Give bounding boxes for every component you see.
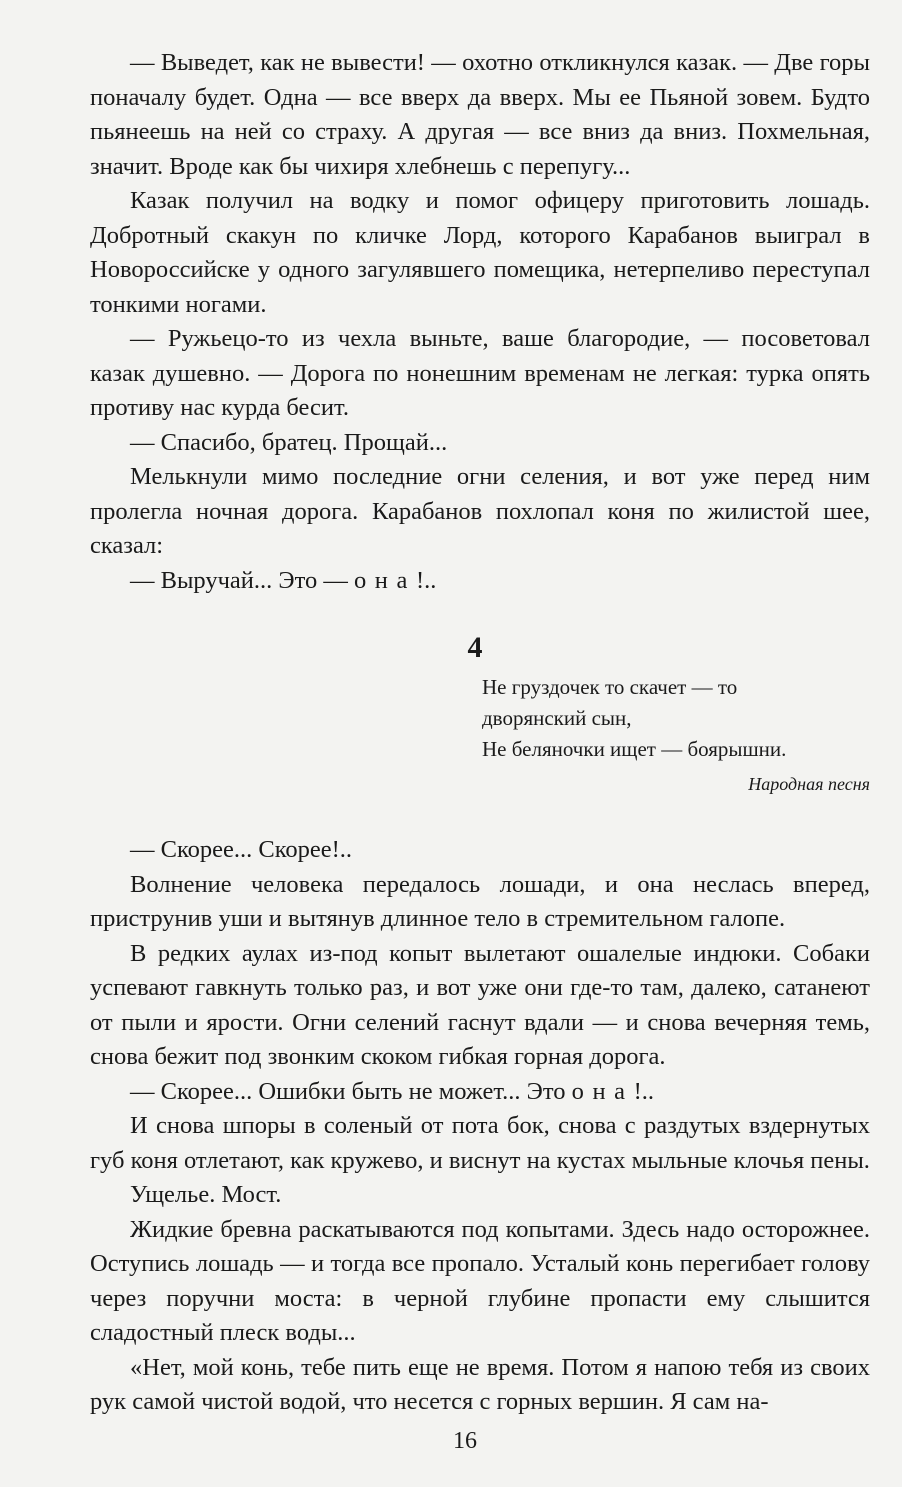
text-span: — Выручай... Это — [130,566,354,594]
paragraph: — Скорее... Скорее!.. [130,836,353,863]
paragraph: Ущелье. Мост. [130,1181,282,1208]
chapter-number: 4 [467,631,483,664]
epigraph-line: Не груздочек то скачет — то [482,675,738,699]
epigraph-line: Не беляночки ищет — боярышни. [482,737,787,761]
epigraph-line: дворянский сын, [482,706,632,730]
body-text [90,46,870,598]
paragraph: «Нет, мой конь, тебе пить еще не время. Потом я напою тебя из своих рук самой чистой водой, что несется с горных вершин. Я сам на- [90,1353,870,1415]
text-span: !.. [633,1077,655,1105]
text-span: !.. [415,566,437,594]
spaced-emphasis: она [571,1077,634,1105]
paragraph: Казак получил на водку и помог офицеру приготовить лошадь. Добротный скакун по кличке Лорд, которого Карабанов выиграл в Новороссийске у одного загулявшего помещика, нетерпеливо переступал тонкими ногами. [90,187,870,318]
paragraph: И снова шпоры в соленый от пота бок, снова с раздутых вздернутых губ коня отлетают, как кружево, и виснут на кустах мыльные клочья пены. [90,1112,870,1174]
paragraph: — Выведет, как не вывести! — охотно откликнулся казак. — Две горы поначалу будет. Одна — все вверх да вверх. Мы ее Пьяной зовем. Будто пьянеешь на ней со страху. А другая — все вниз да вниз. Похмельная, значит. Вроде как бы чихиря хлебнешь с перепугу... [90,49,870,180]
paragraph: Волнение человека передалось лошади, и она неслась вперед, приструнив уши и вытянув длинное тело в стремительном галопе. [90,870,870,932]
paragraph: — Спасибо, братец. Прощай... [130,428,448,456]
page-number: 16 [453,1428,477,1454]
paragraph: Мелькнули мимо последние огни селения, и вот уже перед ним пролегла ночная дорога. Карабанов похлопал коня по жилистой шее, сказал: [90,463,870,559]
epigraph [482,672,870,765]
spaced-emphasis: она [353,566,416,594]
paragraph: В редких аулах из-под копыт вылетают ошалелые индюки. Собаки успевают гавкнуть только раз, и вот уже они где-то там, далеко, сатанеют от пыли и ярости. Огни селений гаснут вдали — и снова вечерняя темь, снова бежит под звонким скоком гибкая горная дорога. [90,939,870,1070]
text-span: — Скорее... Ошибки быть не может... Это [130,1077,572,1105]
paragraph [90,564,870,599]
body-text [90,833,870,1420]
paragraph: — Ружьецо-то из чехла выньте, ваше благородие, — посоветовал казак душевно. — Дорога по нонешним временам не легкая: турка опять противу нас курда бесит. [90,325,870,421]
paragraph [90,1075,870,1110]
paragraph: Жидкие бревна раскатываются под копытами. Здесь надо осторожнее. Оступись лошадь — и тогда все пропало. Усталый конь перегибает голову через поручни моста: в черной глубине пропасти ему слышится сладостный плеск воды... [90,1215,870,1346]
epigraph-source: Народная песня [748,774,870,794]
